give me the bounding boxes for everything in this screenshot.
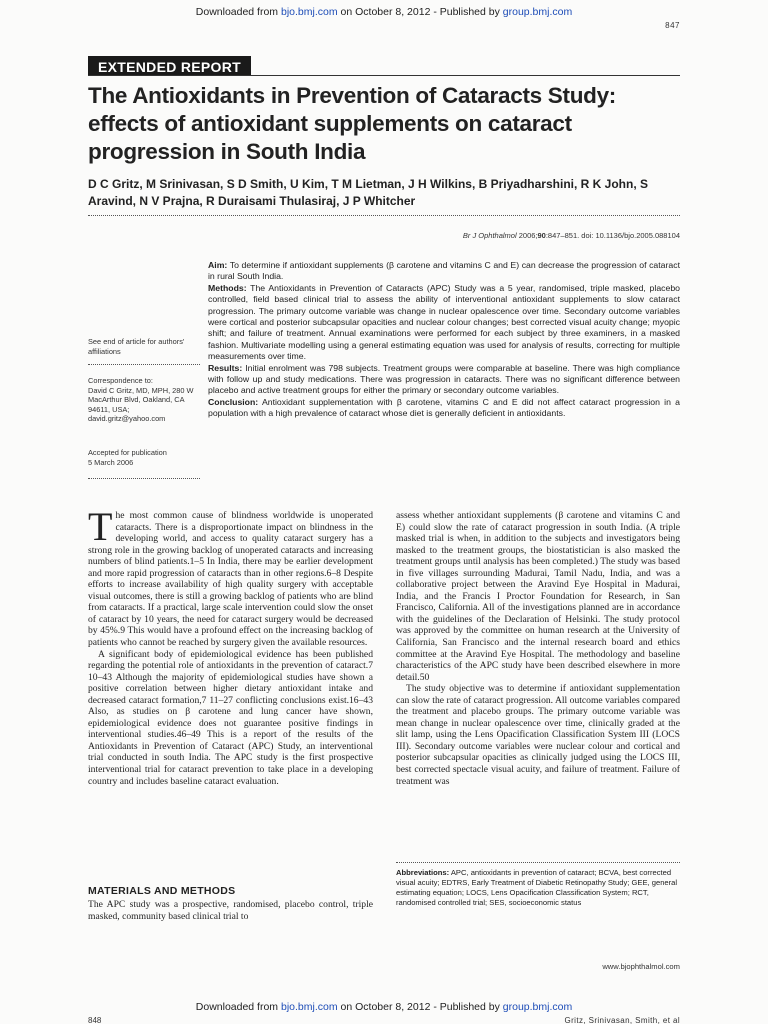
sidebar-divider-1 (88, 364, 200, 365)
abstract-aim: Aim: To determine if antioxidant supplements (β carotene and vitamins C and E) can decrease the progression of cataract in rural South India. (208, 260, 680, 282)
citation-line: Br J Ophthalmol 2006;90:847–851. doi: 10.1136/bjo.2005.088104 (462, 231, 680, 240)
abstract-conclusion: Conclusion: Antioxidant supplementation with β carotene, vitamins C and E did not affect cataract progression in a population with a high prevalence of cataract whose diet is generally deficient in antioxidants. (208, 396, 680, 419)
intro-paragraph-2: A significant body of epidemiological evidence has been published regarding the potential role of antioxidants in the prevention of cataract.7 10–43 Although the majority of epidemiological studies have shown a positive correlation between higher dietary antioxidant intake and decreased cataract formation,7 11–27 conflicting conclusions exist.16–43 Also, as studies on β carotene and lung cancer have shown, epidemiological evidence does not guarantee positive findings in interventional studies.46–49 This is a report of the results of the Antioxidants in Prevention of Cataract (APC) Study, an interventional trial conducted in south India. The APC study is the first prospective interventional trial for cataract prevention to take place in a developing country and includes baseline cataract evaluation. (88, 648, 373, 787)
abstract-methods: Methods: The Antioxidants in Prevention of Cataracts (APC) Study was a 5 year, randomised, triple masked, placebo controlled, field based clinical trial to assess the ability of interventional antioxidant supplements to slow cataract progression. The primary outcome variable was change in nuclear opalescence over time. Secondary outcome variables were cortical and posterior subcapsular opacities and nuclear colour changes; best corrected visual acuity change; myopic shift; and failure of treatment. Annual examinations were performed for each subject by three examiners, in a masked fashion. Multivariate modelling using a general estimating equation was used for analysis of results, correcting for multiple measurements over time. (208, 282, 680, 362)
intro-paragraph-1: The most common cause of blindness worldwide is unoperated cataracts. There is a disproportionate impact on blindness in the developing world, and access to quality cataract surgery has a strong role in the growing backlog of unoperated cataracts and increasing numbers of blind patients.1–5 In India, there may be earlier development and more rapid progression of cataracts than in other regions.6–8 Despite efforts to increase availability of high quality surgery with acceptable visual outcomes, there is still a growing backlog of patients who are blind from cataracts. If a practical, large scale intervention could slow the onset of cataract by 10 years, the need for cataract surgery would be decreased by 45%.9 This would have a profound effect on the increasing backlog of patients who cannot be reached by surgery given the available resources. (88, 504, 373, 649)
source-link[interactable]: bjo.bmj.com (280, 6, 338, 18)
page-number-top: 847 (665, 21, 680, 30)
running-head: Gritz, Srinivasan, Smith, et al (564, 1016, 680, 1024)
correspondence-address: David C Gritz, MD, MPH, 280 W MacArthur Blvd, Oakland, CA 94611, USA; david.gritz@yahoo.com (88, 385, 194, 424)
authors-divider (88, 215, 680, 216)
download-banner-bottom: Downloaded from bjo.bmj.com on October 8, 2012 - Published by group.bmj.com (195, 1001, 573, 1013)
author-list: D C Gritz, M Srinivasan, S D Smith, U Kim, T M Lietman, J H Wilkins, B Priyadharshini, R K John, S Aravind, N V Prajna, R Duraisami Thulasiraj, J P Whitcher (88, 177, 648, 208)
publisher-link-bottom[interactable]: group.bmj.com (502, 1001, 573, 1013)
publisher-link[interactable]: group.bmj.com (502, 6, 573, 18)
section-heading-methods: MATERIALS AND METHODS (88, 885, 236, 897)
body-paragraph-right-2: The study objective was to determine if antioxidant supplementation can slow the rate of cataract progression. All outcome variables compared the treatment and placebo groups. The primary outcome variable was mean change in nuclear opalescence over time, clinically graded at the slit lamp, using the Lens Opacification Classification System III (LOCS III). Secondary outcome variables were nuclear colour and cortical and posterior subcapsular opacities as clinically judged using the LOCS III, best corrected spectacle visual acuity, and failure of treatment. Failure of treatment was (396, 683, 680, 787)
journal-url: www.bjophthalmol.com (602, 962, 680, 971)
abbreviations-divider (396, 862, 680, 863)
abbreviations-box: Abbreviations: APC, antioxidants in prevention of cataract; BCVA, best corrected visual acuity; EDTRS, Early Treatment of Diabetic Retinopathy Study; GEE, general estimating equation; LOCS, Lens Opacification Classification System; RCT, randomised controlled trial; SES, socioeconomic status (396, 868, 678, 907)
methods-paragraph: The APC study was a prospective, randomised, placebo control, triple masked, community based clinical trial to (88, 899, 373, 922)
body-column-left (88, 504, 373, 787)
drop-cap: T (88, 504, 113, 549)
source-link-bottom[interactable]: bjo.bmj.com (280, 1001, 338, 1013)
page-number-bottom: 848 (88, 1016, 102, 1024)
sidebar-divider-2 (88, 478, 200, 479)
body-paragraph-right-1: assess whether antioxidant supplements (β carotene and vitamins C and E) could slow the rate of cataract progression in south India. (A triple masked trial is when, in addition to the subjects and investigators being masked to the treatment groups, the biostatistician is also masked the treatment groups until analysis has been completed.) The study was based in five villages surrounding Madurai, Tamil Nadu, India, and was a collaborative project between the Aravind Eye Hospital in Madurai, India, and the Francis I Proctor Foundation for Research, in San Francisco, California. All of the investigations planned are in accordance with the guidelines of the Declaration of Helsinki. The study protocol was approved by the committee on human research at the University of California, San Francisco and the internal research board and ethics committee at the Aravind Eye Hospital. The methodology and baseline characteristics of the APC study have been described elsewhere in more detail.50 (396, 510, 680, 683)
download-banner-top: Downloaded from bjo.bmj.com on October 8, 2012 - Published by group.bmj.com (195, 6, 573, 18)
section-label: EXTENDED REPORT (88, 56, 251, 76)
header-rule (88, 75, 680, 76)
correspondence-block: Correspondence to: David C Gritz, MD, MPH, 280 W MacArthur Blvd, Oakland, CA 94611, USA; david.gritz@yahoo.com (88, 376, 200, 424)
body-column-right (396, 510, 680, 787)
abstract (208, 260, 680, 420)
affiliations-note: See end of article for authors' affiliations (88, 337, 185, 356)
article-title: The Antioxidants in Prevention of Cataracts Study: effects of antioxidant supplements on cataract progression in South India (88, 83, 616, 164)
accepted-block: Accepted for publication 5 March 2006 (88, 448, 167, 467)
abstract-results: Results: Initial enrolment was 798 subjects. Treatment groups were comparable at baseline. There was high compliance with follow up and study medications. There was progression in cataracts. There was no significant difference between placebo and active treatment groups for either the primary or secondary outcome variables. (208, 362, 680, 396)
